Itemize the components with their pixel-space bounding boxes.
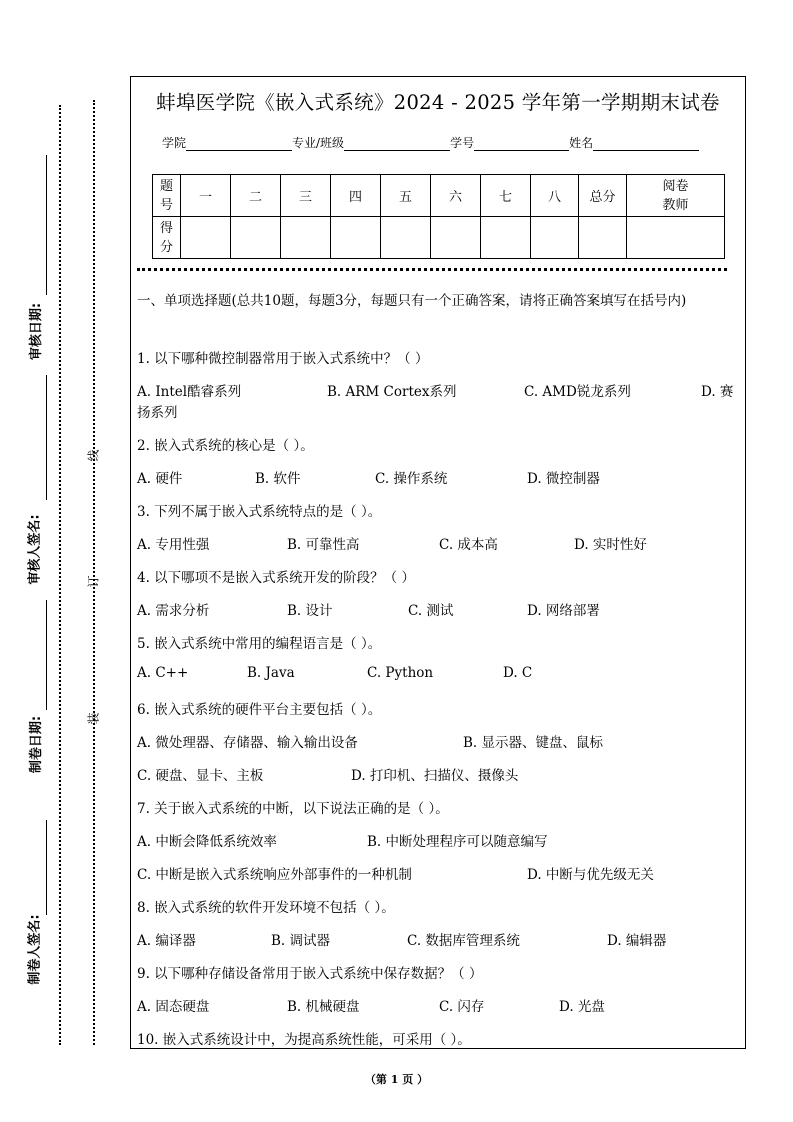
score-cell-6[interactable] bbox=[431, 217, 481, 259]
cut-char-xian: 线 bbox=[86, 449, 101, 462]
student-info-row bbox=[162, 134, 699, 151]
col-1: 一 bbox=[181, 175, 231, 217]
maker-date-label: 制卷日期: bbox=[29, 715, 45, 774]
question-1: 1. 以下哪种微控制器常用于嵌入式系统中？（ ） bbox=[137, 351, 429, 367]
question-3: 3. 下列不属于嵌入式系统特点的是（ ）。 bbox=[137, 504, 382, 520]
q8-option-d: D. 编辑器 bbox=[607, 933, 667, 949]
row-label-score: 得 分 bbox=[153, 217, 181, 259]
col-8: 八 bbox=[531, 175, 579, 217]
score-table-score-row bbox=[153, 217, 725, 259]
q4-option-c: C. 测试 bbox=[408, 603, 454, 619]
q6-option-d: D. 打印机、扫描仪、摄像头 bbox=[351, 768, 519, 784]
q2-option-b: B. 软件 bbox=[255, 471, 301, 487]
q4-option-b: B. 设计 bbox=[287, 603, 333, 619]
score-table bbox=[152, 174, 725, 259]
q3-option-d: D. 实时性好 bbox=[574, 537, 647, 553]
q2-option-a: A. 硬件 bbox=[137, 471, 183, 487]
col-4: 四 bbox=[331, 175, 381, 217]
row-label-question-no: 题 号 bbox=[153, 175, 181, 217]
col-6: 六 bbox=[431, 175, 481, 217]
question-10: 10. 嵌入式系统设计中，为提高系统性能，可采用（ ）。 bbox=[137, 1032, 471, 1048]
cut-char-zhuang: 装 bbox=[86, 712, 101, 725]
q6-option-c: C. 硬盘、显卡、主板 bbox=[137, 768, 264, 784]
q7-option-c: C. 中断是嵌入式系统响应外部事件的一种机制 bbox=[137, 867, 412, 883]
maker-date-line bbox=[46, 600, 47, 710]
question-8: 8. 嵌入式系统的软件开发环境不包括（ ）。 bbox=[137, 900, 395, 916]
major-class-blank[interactable] bbox=[344, 137, 450, 151]
q5-option-b: B. Java bbox=[247, 665, 295, 681]
q5-option-d: D. C bbox=[503, 665, 533, 681]
q1-option-d-part2: 扬系列 bbox=[137, 405, 178, 421]
q1-option-a: A. Intel酷睿系列 bbox=[137, 384, 242, 400]
col-reviewer: 阅卷 教师 bbox=[627, 175, 725, 217]
q8-option-a: A. 编译器 bbox=[137, 933, 196, 949]
q4-option-d: D. 网络部署 bbox=[527, 603, 600, 619]
q1-option-b: B. ARM Cortex系列 bbox=[327, 384, 457, 400]
q3-option-c: C. 成本高 bbox=[439, 537, 498, 553]
reviewer-sign-label: 审核人签名: bbox=[27, 514, 43, 585]
q2-option-d: D. 微控制器 bbox=[527, 471, 600, 487]
q9-option-d: D. 光盘 bbox=[559, 999, 605, 1015]
q8-option-c: C. 数据库管理系统 bbox=[407, 933, 520, 949]
student-id-blank[interactable] bbox=[474, 137, 569, 151]
col-3: 三 bbox=[281, 175, 331, 217]
q5-option-a: A. C++ bbox=[137, 665, 189, 681]
q8-option-b: B. 调试器 bbox=[271, 933, 331, 949]
score-cell-reviewer[interactable] bbox=[627, 217, 725, 259]
q3-option-a: A. 专用性强 bbox=[137, 537, 210, 553]
q6-option-a: A. 微处理器、存储器、输入输出设备 bbox=[137, 735, 358, 751]
score-cell-1[interactable] bbox=[181, 217, 231, 259]
q9-option-a: A. 固态硬盘 bbox=[137, 999, 210, 1015]
question-2: 2. 嵌入式系统的核心是（ ）。 bbox=[137, 438, 314, 454]
exam-title: 蚌埠医学院《嵌入式系统》2024 - 2025 学年第一学期期末试卷 bbox=[156, 91, 720, 114]
score-cell-total[interactable] bbox=[579, 217, 627, 259]
q9-option-b: B. 机械硬盘 bbox=[287, 999, 360, 1015]
q9-option-c: C. 闪存 bbox=[439, 999, 485, 1015]
header-separator bbox=[137, 268, 727, 271]
field-label-major-class: 专业/班级 bbox=[292, 136, 345, 150]
score-cell-8[interactable] bbox=[531, 217, 579, 259]
score-table-header-row bbox=[153, 175, 725, 217]
maker-sign-line bbox=[46, 820, 47, 915]
reviewer-date-line bbox=[46, 155, 47, 295]
question-9: 9. 以下哪种存储设备常用于嵌入式系统中保存数据？（ ） bbox=[137, 966, 483, 982]
field-label-name: 姓名 bbox=[569, 136, 594, 150]
score-cell-3[interactable] bbox=[281, 217, 331, 259]
q4-option-a: A. 需求分析 bbox=[137, 603, 210, 619]
col-total: 总分 bbox=[579, 175, 627, 217]
q5-option-c: C. Python bbox=[367, 665, 434, 681]
q7-option-a: A. 中断会降低系统效率 bbox=[137, 834, 277, 850]
q2-option-c: C. 操作系统 bbox=[375, 471, 448, 487]
reviewer-date-label: 审核日期: bbox=[29, 302, 45, 361]
q1-option-d-part1: D. 赛 bbox=[701, 384, 734, 400]
q7-option-d: D. 中断与优先级无关 bbox=[527, 867, 654, 883]
question-4: 4. 以下哪项不是嵌入式系统开发的阶段？（ ） bbox=[137, 570, 415, 586]
cut-dotted-line bbox=[93, 100, 95, 1045]
field-label-student-id: 学号 bbox=[450, 136, 475, 150]
field-label-college: 学院 bbox=[162, 136, 187, 150]
score-cell-2[interactable] bbox=[231, 217, 281, 259]
score-cell-4[interactable] bbox=[331, 217, 381, 259]
q1-option-c: C. AMD锐龙系列 bbox=[524, 384, 631, 400]
col-5: 五 bbox=[381, 175, 431, 217]
college-blank[interactable] bbox=[186, 137, 292, 151]
exam-frame bbox=[130, 76, 746, 1049]
question-5: 5. 嵌入式系统中常用的编程语言是（ ）。 bbox=[137, 636, 382, 652]
q6-option-b: B. 显示器、键盘、鼠标 bbox=[463, 735, 604, 751]
page-number: （第 1 页 ） bbox=[364, 1073, 429, 1086]
outer-dotted-line bbox=[59, 105, 61, 1045]
q7-option-b: B. 中断处理程序可以随意编写 bbox=[367, 834, 548, 850]
question-6: 6. 嵌入式系统的硬件平台主要包括（ ）。 bbox=[137, 702, 382, 718]
question-7: 7. 关于嵌入式系统的中断，以下说法正确的是（ ）。 bbox=[137, 801, 449, 817]
section-heading: 一、单项选择题(总共10题，每题3分，每题只有一个正确答案，请将正确答案填写在括号内) bbox=[137, 293, 687, 309]
q3-option-b: B. 可靠性高 bbox=[287, 537, 360, 553]
reviewer-sign-line bbox=[46, 375, 47, 500]
score-cell-7[interactable] bbox=[481, 217, 531, 259]
col-2: 二 bbox=[231, 175, 281, 217]
col-7: 七 bbox=[481, 175, 531, 217]
maker-sign-label: 制卷人签名: bbox=[27, 914, 43, 985]
name-blank[interactable] bbox=[593, 137, 699, 151]
score-cell-5[interactable] bbox=[381, 217, 431, 259]
cut-char-ding: 订 bbox=[86, 575, 101, 588]
